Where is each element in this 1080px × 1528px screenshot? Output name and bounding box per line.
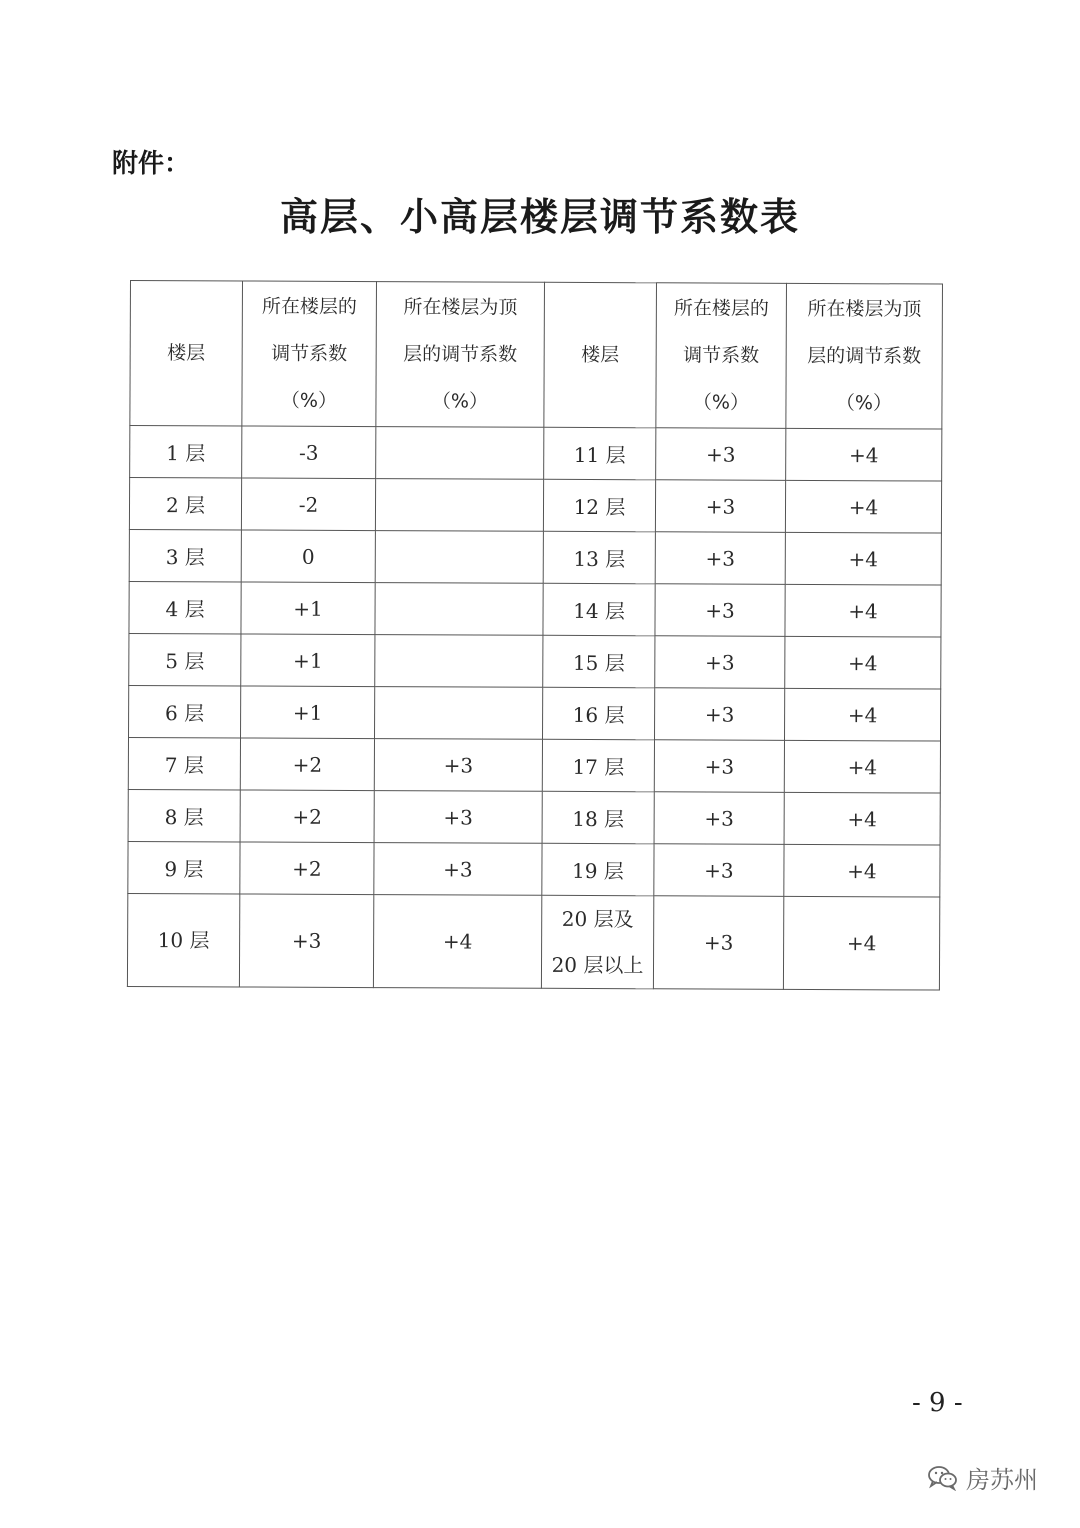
cell-coefficient-right: +3 [653,896,783,990]
cell-floor-right: 14 层 [543,583,655,635]
page-number: - 9 - [912,1388,963,1418]
cell-coefficient-right: +3 [655,480,785,533]
header-floor-right: 楼层 [544,282,657,427]
cell-floor-right: 18 层 [542,791,654,843]
watermark-text: 房苏州 [966,1466,1038,1494]
table-row [129,633,941,689]
cell-top-floor-coefficient-left [375,687,543,740]
table-row [129,685,941,741]
table-row [129,529,941,585]
cell-coefficient-right: +3 [654,792,784,845]
cell-floor-left: 1 层 [130,426,242,478]
header-floor-left: 楼层 [130,281,243,426]
cell-coefficient-right: +3 [656,428,786,481]
cell-top-floor-coefficient-right: +4 [784,844,940,897]
cell-top-floor-coefficient-left: +3 [374,791,542,844]
table-row [127,893,939,990]
cell-floor-left: 6 层 [129,685,241,737]
table-row [129,581,941,637]
wechat-icon [928,1465,958,1491]
cell-top-floor-coefficient-right: +4 [784,688,940,741]
cell-coefficient-left: +2 [240,842,374,895]
cell-floor-left: 9 层 [128,841,240,893]
cell-top-floor-coefficient-right: +4 [783,896,939,990]
table-row [128,841,940,897]
cell-coefficient-left: +1 [241,634,375,687]
watermark [928,1460,1038,1495]
header-coefficient-right: 所在楼层的 调节系数 （%） [656,283,787,429]
cell-floor-right: 12 层 [543,479,655,531]
cell-top-floor-coefficient-right: +4 [784,740,940,793]
cell-top-floor-coefficient-left: +3 [374,739,542,792]
cell-top-floor-coefficient-right: +4 [785,480,941,533]
cell-top-floor-coefficient-left: +4 [373,895,541,989]
cell-floor-right: 17 层 [542,739,654,791]
cell-top-floor-coefficient-left [375,531,543,584]
header-top-floor-coefficient-right: 所在楼层为顶 层的调节系数 （%） [786,283,943,429]
header-coefficient-left: 所在楼层的 调节系数 （%） [242,281,377,427]
cell-coefficient-left: -2 [241,478,375,531]
table-row [129,478,941,534]
cell-coefficient-left: +2 [240,790,374,843]
cell-floor-left: 5 层 [129,633,241,685]
table-header-row [130,281,943,430]
cell-floor-left: 7 层 [128,737,240,789]
cell-floor-right: 19 层 [542,843,654,895]
cell-top-floor-coefficient-right: +4 [785,584,941,637]
document-title: 高层、小高层楼层调节系数表 [279,195,800,239]
cell-coefficient-right: +3 [655,532,785,585]
cell-floor-left: 4 层 [129,581,241,633]
cell-floor-right: 15 层 [543,635,655,687]
header-top-floor-coefficient-left: 所在楼层为顶 层的调节系数 （%） [376,282,545,428]
cell-top-floor-coefficient-right: +4 [784,792,940,845]
floor-adjustment-table [127,280,943,991]
cell-floor-left: 10 层 [127,893,239,986]
cell-coefficient-right: +3 [655,584,785,637]
cell-floor-right: 11 层 [544,427,656,479]
cell-floor-left: 8 层 [128,789,240,841]
cell-floor-left: 3 层 [129,529,241,581]
cell-coefficient-left: -3 [242,426,376,479]
cell-coefficient-left: +1 [241,582,375,635]
cell-floor-right: 16 层 [542,687,654,739]
cell-coefficient-right: +3 [654,740,784,793]
cell-top-floor-coefficient-right: +4 [785,532,941,585]
cell-top-floor-coefficient-left [375,635,543,688]
cell-top-floor-coefficient-left [375,479,543,532]
cell-coefficient-left: +2 [240,738,374,791]
cell-top-floor-coefficient-left [376,427,544,480]
cell-floor-right: 20 层及 20 层以上 [541,895,653,988]
cell-coefficient-left: 0 [241,530,375,583]
cell-coefficient-right: +3 [655,636,785,689]
cell-floor-left: 2 层 [129,478,241,530]
cell-top-floor-coefficient-right: +4 [786,428,942,481]
attachment-label: 附件： [112,149,191,179]
table-row [130,426,942,482]
cell-top-floor-coefficient-left [375,583,543,636]
table-row [128,789,940,845]
cell-coefficient-left: +1 [241,686,375,739]
cell-coefficient-left: +3 [239,894,373,988]
cell-floor-right: 13 层 [543,531,655,583]
cell-coefficient-right: +3 [654,844,784,897]
cell-coefficient-right: +3 [654,688,784,741]
cell-top-floor-coefficient-right: +4 [785,636,941,689]
cell-top-floor-coefficient-left: +3 [374,843,542,896]
table-row [128,737,940,793]
